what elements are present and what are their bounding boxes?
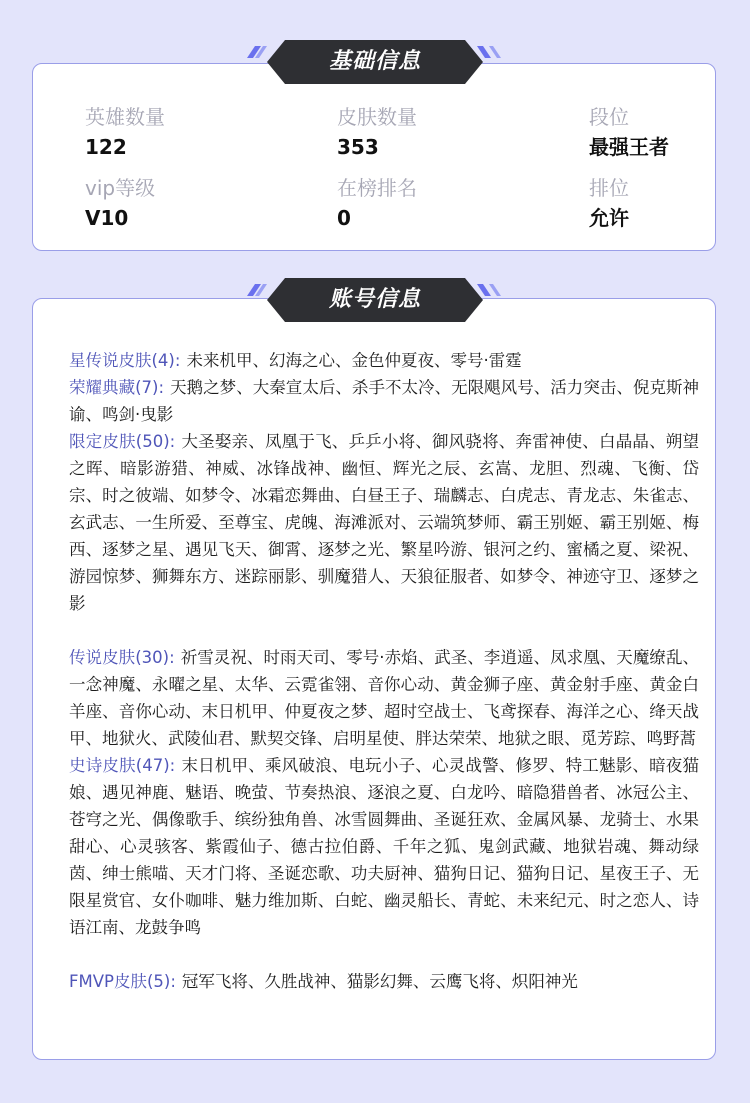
section-banner-basic: [245, 38, 505, 86]
category-label: 史诗皮肤(47):: [69, 756, 176, 775]
stat-value: 最强王者: [589, 135, 669, 159]
section-title: 账号信息: [328, 287, 421, 312]
stat-rank-tier: [589, 104, 669, 160]
stat-label: 英雄数量: [85, 105, 165, 129]
category-items: 冠军飞将、久胜战神、猫影幻舞、云鹰飞将、炽阳神光: [181, 972, 578, 991]
category-items: 大圣娶亲、凤凰于飞、乒乒小将、御风骁将、奔雷神使、白晶晶、朔望之晖、暗影游猎、神威、冰锋战神、幽恒、辉光之辰、玄嵩、龙胆、烈魂、飞衡、岱宗、时之彼端、如梦令、冰霜恋舞曲、白昼王子、瑞麟志、白虎志、青龙志、朱雀志、玄武志、一生所爱、至尊宝、虎魄、海滩派对、云端筑梦师、霸王别姬、霸王别姬、梅西、逐梦之星、遇见飞天、御霄、逐梦之光、繁星吟游、银河之约、蜜橘之夏、梁祝、游园惊梦、狮舞东方、迷踪丽影、驯魔猎人、天狼征服者、如梦令、神迹守卫、逐梦之影: [69, 432, 700, 613]
category-label: 荣耀典藏(7):: [69, 378, 165, 397]
stat-vip-level: [85, 175, 155, 231]
skin-category-fmvp: [69, 968, 699, 995]
stat-ranked-allowed: [589, 175, 629, 231]
category-label: 传说皮肤(30):: [69, 648, 175, 667]
account-info-card: [32, 298, 716, 1060]
skin-category-star-legend: [69, 347, 699, 374]
category-label: FMVP皮肤(5):: [69, 972, 176, 991]
stat-value: V10: [85, 206, 129, 230]
stat-value: 0: [337, 206, 351, 230]
skin-category-legend: [69, 644, 699, 752]
section-banner-account: [245, 276, 505, 324]
skin-list: [69, 347, 699, 995]
skin-category-epic: [69, 752, 699, 941]
stat-hero-count: [85, 104, 165, 160]
stat-skin-count: [337, 104, 417, 160]
stat-value: 允许: [589, 206, 629, 230]
category-label: 星传说皮肤(4):: [69, 351, 181, 370]
section-title: 基础信息: [328, 49, 421, 74]
stat-label: 皮肤数量: [337, 105, 417, 129]
skin-category-glory-collection: [69, 374, 699, 428]
stat-leaderboard-rank: [337, 175, 417, 231]
stat-label: 段位: [589, 105, 629, 129]
skin-category-limited: [69, 428, 699, 617]
category-items: 末日机甲、乘风破浪、电玩小子、心灵战警、修罗、特工魅影、暗夜猫娘、遇见神鹿、魅语、晚萤、节奏热浪、逐浪之夏、白龙吟、暗隐猎兽者、冰冠公主、苍穹之光、偶像歌手、缤纷独角兽、冰雪圆舞曲、圣诞狂欢、金属风暴、龙骑士、水果甜心、心灵骇客、紫霞仙子、德古拉伯爵、千年之狐、鬼剑武藏、地狱岩魂、舞动绿茵、绅士熊喵、天才门将、圣诞恋歌、功夫厨神、猫狗日记、猫狗日记、星夜王子、无限星赏官、女仆咖啡、魅力维加斯、白蛇、幽灵船长、青蛇、未来纪元、时之恋人、诗语江南、龙鼓争鸣: [69, 756, 700, 937]
stat-label: 排位: [589, 176, 629, 200]
stat-value: 353: [337, 135, 379, 159]
stat-label: 在榜排名: [337, 176, 417, 200]
category-items: 祈雪灵祝、时雨天司、零号·赤焰、武圣、李逍遥、凤求凰、天魔缭乱、一念神魔、永曜之星、太华、云霓雀翎、音你心动、黄金狮子座、黄金射手座、黄金白羊座、音你心动、末日机甲、仲夏夜之梦、超时空战士、飞鸢探春、海洋之心、绛天战甲、地狱火、武陵仙君、默契交锋、启明星使、胖达荣荣、地狱之眼、觅芳踪、鸣野蒿: [69, 648, 699, 748]
stat-label: vip等级: [85, 176, 156, 200]
category-label: 限定皮肤(50):: [69, 432, 176, 451]
basic-info-card: [32, 63, 716, 251]
category-items: 天鹅之梦、大秦宣太后、杀手不太冷、无限飓风号、活力突击、倪克斯神谕、鸣剑·曳影: [69, 378, 700, 424]
stat-value: 122: [85, 135, 127, 159]
category-items: 未来机甲、幻海之心、金色仲夏夜、零号·雷霆: [186, 351, 522, 370]
